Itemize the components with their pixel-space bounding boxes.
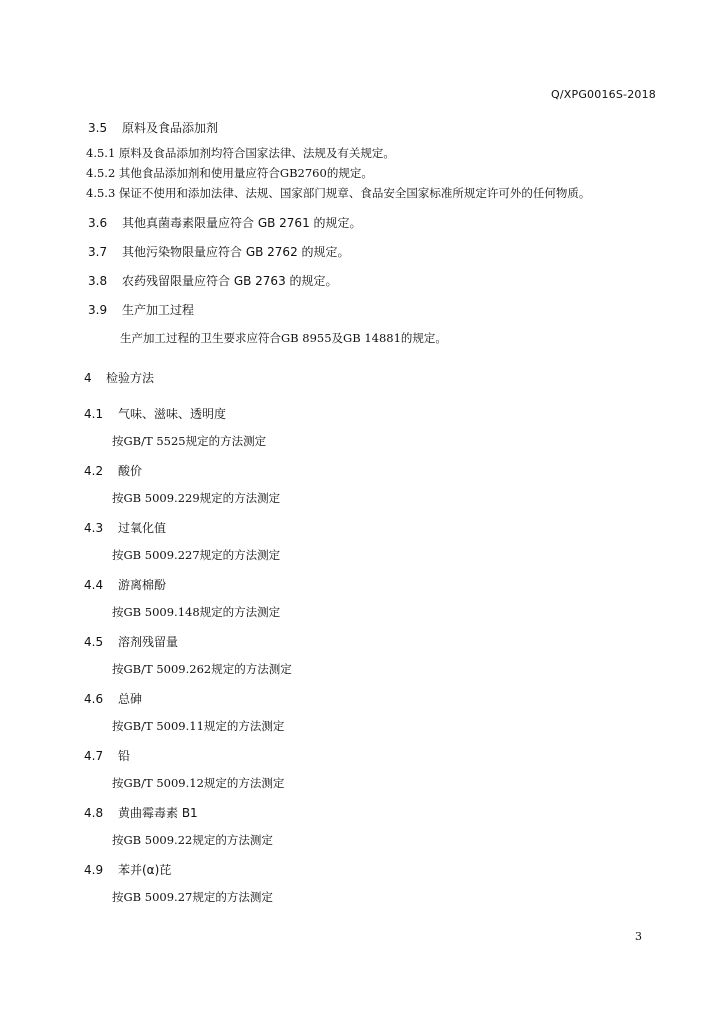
section-3-9-heading bbox=[88, 302, 194, 318]
method-4-8-body: 按GB 5009.22规定的方法测定 bbox=[112, 833, 273, 847]
method-number: 4.9 bbox=[84, 863, 104, 877]
method-4-4-heading bbox=[84, 577, 166, 593]
sub-item-4-5-2: 4.5.2 其他食品添加剂和使用量应符合GB2760的规定。 bbox=[86, 166, 373, 180]
section-3-5-heading bbox=[88, 120, 218, 136]
method-title: 总砷 bbox=[118, 692, 143, 706]
section-title: 其他真菌毒素限量应符合 GB 2761 的规定。 bbox=[122, 216, 362, 230]
method-4-6-heading bbox=[84, 691, 142, 707]
section-title: 原料及食品添加剂 bbox=[122, 121, 219, 135]
section-number: 3.7 bbox=[88, 245, 108, 259]
chapter-number: 4 bbox=[84, 371, 92, 385]
section-3-6-heading bbox=[88, 215, 362, 231]
method-4-9-heading bbox=[84, 862, 171, 878]
section-number: 3.9 bbox=[88, 303, 108, 317]
method-title: 游离棉酚 bbox=[118, 578, 167, 592]
document-code: Q/XPG0016S-2018 bbox=[551, 88, 656, 101]
page-number: 3 bbox=[635, 930, 642, 943]
method-title: 过氧化值 bbox=[118, 521, 167, 535]
method-4-6-body: 按GB/T 5009.11规定的方法测定 bbox=[112, 719, 285, 733]
method-title: 铅 bbox=[118, 749, 131, 763]
sub-item-4-5-3: 4.5.3 保证不使用和添加法律、法规、国家部门规章、食品安全国家标准所规定许可外的任何物质。 bbox=[86, 186, 591, 200]
method-4-3-body: 按GB 5009.227规定的方法测定 bbox=[112, 548, 281, 562]
method-4-5-heading bbox=[84, 634, 178, 650]
method-title: 苯并(α)芘 bbox=[118, 863, 172, 877]
method-number: 4.4 bbox=[84, 578, 104, 592]
section-title: 农药残留限量应符合 GB 2763 的规定。 bbox=[122, 274, 338, 288]
chapter-4-heading bbox=[84, 370, 154, 386]
section-number: 3.5 bbox=[88, 121, 108, 135]
method-number: 4.2 bbox=[84, 464, 104, 478]
sub-item-4-5-1: 4.5.1 原料及食品添加剂均符合国家法律、法规及有关规定。 bbox=[86, 146, 395, 160]
section-number: 3.6 bbox=[88, 216, 108, 230]
section-title: 其他污染物限量应符合 GB 2762 的规定。 bbox=[122, 245, 350, 259]
method-4-7-heading bbox=[84, 748, 130, 764]
method-4-9-body: 按GB 5009.27规定的方法测定 bbox=[112, 890, 273, 904]
method-4-8-heading bbox=[84, 805, 198, 821]
method-4-4-body: 按GB 5009.148规定的方法测定 bbox=[112, 605, 281, 619]
method-number: 4.3 bbox=[84, 521, 104, 535]
method-4-1-body: 按GB/T 5525规定的方法测定 bbox=[112, 434, 267, 448]
section-3-9-body: 生产加工过程的卫生要求应符合GB 8955及GB 14881的规定。 bbox=[120, 331, 447, 345]
method-title: 溶剂残留量 bbox=[118, 635, 179, 649]
section-3-7-heading bbox=[88, 244, 350, 260]
method-4-1-heading bbox=[84, 406, 226, 422]
method-4-7-body: 按GB/T 5009.12规定的方法测定 bbox=[112, 776, 285, 790]
method-title: 酸价 bbox=[118, 464, 143, 478]
section-3-8-heading bbox=[88, 273, 338, 289]
method-title: 黄曲霉毒素 B1 bbox=[118, 806, 198, 820]
method-number: 4.8 bbox=[84, 806, 104, 820]
method-number: 4.5 bbox=[84, 635, 104, 649]
method-number: 4.7 bbox=[84, 749, 104, 763]
method-title: 气味、滋味、透明度 bbox=[118, 407, 227, 421]
method-4-2-heading bbox=[84, 463, 142, 479]
method-number: 4.1 bbox=[84, 407, 104, 421]
section-title: 生产加工过程 bbox=[122, 303, 195, 317]
method-4-2-body: 按GB 5009.229规定的方法测定 bbox=[112, 491, 281, 505]
method-4-5-body: 按GB/T 5009.262规定的方法测定 bbox=[112, 662, 292, 676]
method-4-3-heading bbox=[84, 520, 166, 536]
method-number: 4.6 bbox=[84, 692, 104, 706]
chapter-title: 检验方法 bbox=[106, 371, 155, 385]
section-number: 3.8 bbox=[88, 274, 108, 288]
